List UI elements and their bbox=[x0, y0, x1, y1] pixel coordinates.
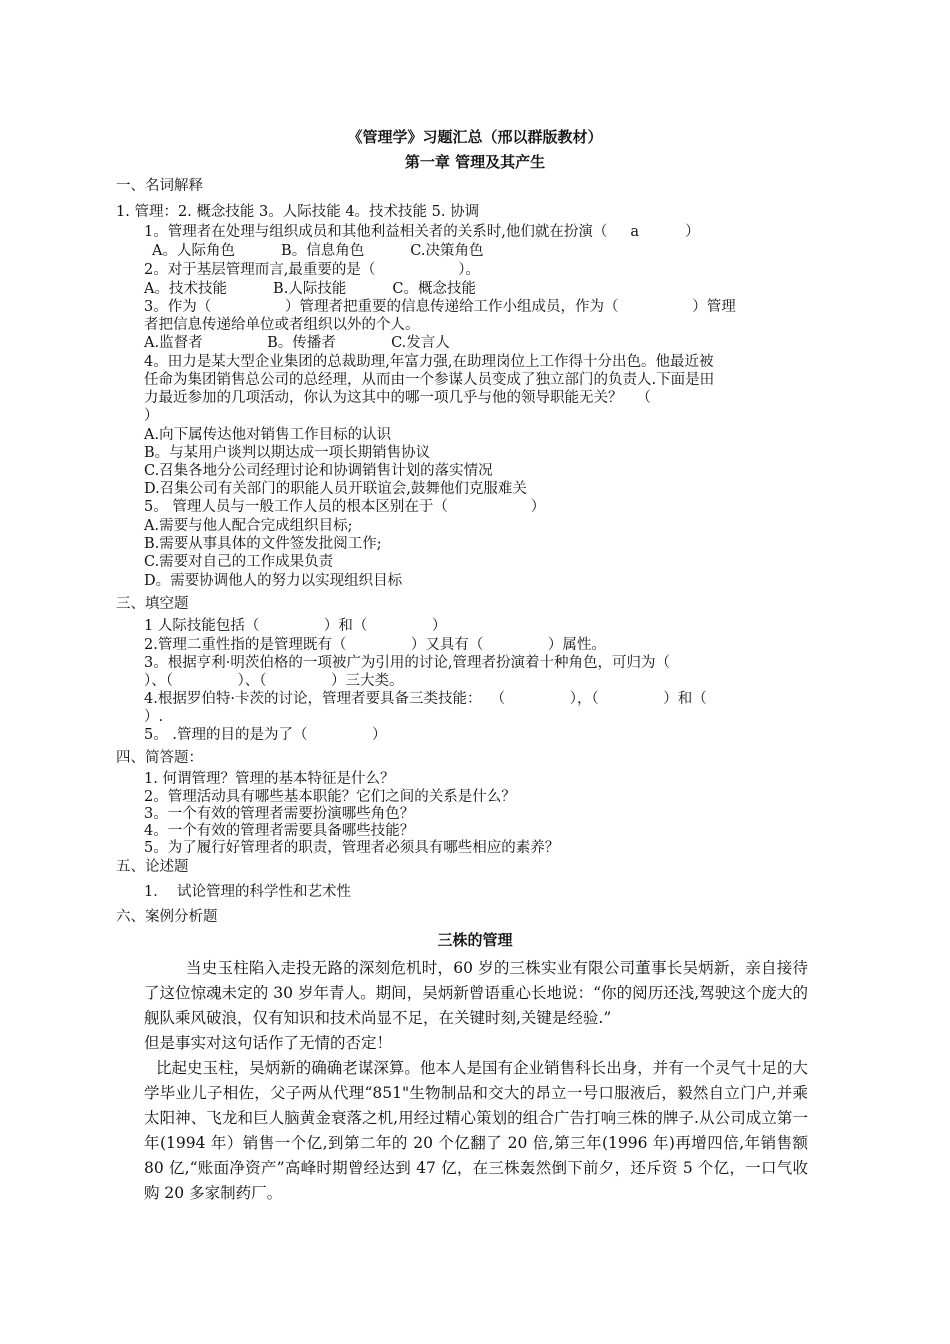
question-4-option-b: B。与某用户谈判以期达成一项长期销售协议 bbox=[144, 445, 431, 461]
fill-4-line-1: 4.根据罗伯特·卡茨的讨论，管理者要具备三类技能： （ ），（ ）和（ bbox=[144, 691, 707, 707]
fill-4-line-2: ）. bbox=[144, 709, 164, 725]
section-heading-terms: 一、名词解释 bbox=[116, 178, 203, 194]
short-1: 1. 何谓管理？管理的基本特征是什么？ bbox=[144, 771, 395, 787]
case-title: 三株的管理 bbox=[437, 931, 513, 949]
terms-list: 1. 管理：2. 概念技能 3。人际技能 4。技术技能 5. 协调 bbox=[116, 204, 480, 220]
question-2-options: A。技术技能 B.人际技能 C。概念技能 bbox=[144, 281, 477, 297]
fill-3-line-2: ）、（ ）、（ ）三大类。 bbox=[144, 673, 404, 689]
short-5: 5。为了履行好管理者的职责，管理者必须具有哪些相应的素养？ bbox=[144, 840, 560, 856]
case-paragraph-2: 但是事实对这句话作了无情的否定！ bbox=[144, 1034, 393, 1052]
question-5-option-c: C.需要对自己的工作成果负责 bbox=[144, 554, 334, 570]
question-5-option-a: A.需要与他人配合完成组织目标; bbox=[144, 518, 353, 534]
essay-1: 1． 试论管理的科学性和艺术性 bbox=[144, 884, 351, 900]
question-4-option-a: A.向下属传达他对销售工作目标的认识 bbox=[144, 427, 392, 443]
question-5-option-b: B.需要从事具体的文件签发批阅工作; bbox=[144, 536, 382, 552]
section-heading-essay: 五、论述题 bbox=[116, 859, 189, 875]
question-4-option-d: D.召集公司有关部门的职能人员开联谊会,鼓舞他们克服难关 bbox=[144, 481, 527, 497]
fill-1: 1 人际技能包括（ ）和（ ） bbox=[144, 618, 447, 634]
short-4: 4。一个有效的管理者需要具备哪些技能？ bbox=[144, 823, 415, 839]
case-paragraph-1: 当史玉柱陷入走投无路的深刻危机时，60 岁的三株实业有限公司董事长吴炳新，亲自接待了这位惊魂未定的 30 岁年青人。期间，吴炳新曾语重心长地说：“你的阅历还浅,驾驶这个庞大的舰队乘风破浪，仅有知识和技术尚显不足，在关键时刻,关键是经验.” bbox=[144, 959, 808, 1027]
question-4-line-4: ） bbox=[144, 408, 159, 424]
chapter-heading: 第一章 管理及其产生 bbox=[404, 153, 546, 171]
short-2: 2。管理活动具有哪些基本职能？它们之间的关系是什么？ bbox=[144, 789, 516, 805]
fill-2: 2.管理二重性指的是管理既有（ ）又具有（ ）属性。 bbox=[144, 637, 606, 653]
question-1-stem: 1。管理者在处理与组织成员和其他利益相关者的关系时,他们就在扮演（ a ） bbox=[144, 224, 700, 240]
question-4-line-3: 力最近参加的几项活动，你认为这其中的哪一项几乎与他的领导职能无关？ （ bbox=[144, 390, 651, 406]
question-4-line-2: 任命为集团销售总公司的总经理，从而由一个参谋人员变成了独立部门的负责人.下面是田 bbox=[144, 372, 715, 388]
question-3-line-1: 3。作为（ ）管理者把重要的信息传递给工作小组成员，作为（ ）管理 bbox=[144, 299, 736, 315]
question-3-options: A.监督者 B。传播者 C.发言人 bbox=[144, 335, 450, 351]
document-title: 《管理学》习题汇总（邢以群版教材） bbox=[347, 128, 603, 146]
fill-3-line-1: 3。根据亨利·明茨伯格的一项被广为引用的讨论,管理者扮演着十种角色，可归为（ bbox=[144, 655, 670, 671]
question-2-stem: 2。对于基层管理而言,最重要的是（ ）。 bbox=[144, 262, 481, 278]
question-3-line-2: 者把信息传递给单位或者组织以外的个人。 bbox=[144, 317, 420, 333]
question-5-stem: 5。 管理人员与一般工作人员的根本区别在于（ ） bbox=[144, 499, 546, 515]
question-4-line-1: 4。田力是某大型企业集团的总裁助理,年富力强,在助理岗位上工作得十分出色。他最近被 bbox=[144, 354, 714, 370]
case-paragraph-3: 比起史玉柱，吴炳新的确确老谋深算。他本人是国有企业销售科长出身，并有一个灵气十足的大学毕业儿子相佐，父子两从代理“851"生物制品和交大的昂立一号口服液后，毅然自立门户,并乘太阳神、飞龙和巨人脑黄金衰落之机,用经过精心策划的组合广告打响三株的牌子.从公司成立第一年(1994 年）销售一个亿,到第二年的 20 个亿翻了 20 倍,第三年(1996 年)再增四倍,年销售额 80 亿,“账面净资产”高峰时期曾经达到 47 亿，在三株轰然倒下前夕，还斥资 5 个亿，一口气收购 20 多家制药厂。 bbox=[144, 1059, 808, 1202]
section-heading-short: 四、简答题： bbox=[116, 750, 203, 766]
question-4-option-c: C.召集各地分公司经理讨论和协调销售计划的落实情况 bbox=[144, 463, 493, 479]
question-5-option-d: D。需要协调他人的努力以实现组织目标 bbox=[144, 573, 403, 589]
short-3: 3。一个有效的管理者需要扮演哪些角色？ bbox=[144, 806, 415, 822]
section-heading-fill: 三、填空题 bbox=[116, 596, 189, 612]
section-heading-case: 六、案例分析题 bbox=[116, 909, 218, 925]
fill-5: 5。 .管理的目的是为了（ ） bbox=[144, 727, 387, 743]
question-1-options: A。人际角色 B。信息角色 C.决策角色 bbox=[152, 243, 484, 259]
